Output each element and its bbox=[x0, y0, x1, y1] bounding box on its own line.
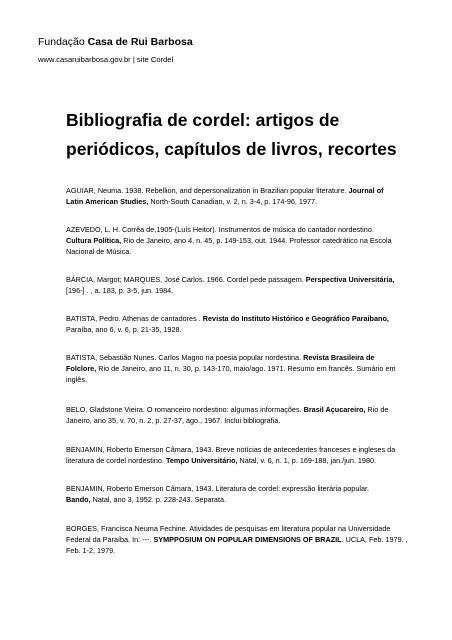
entry-title: Revista do Instituto Histórico e Geográfico Paraibano, bbox=[202, 314, 389, 323]
entry-title: Tempo Universitário, bbox=[165, 456, 238, 465]
site-header bbox=[38, 36, 193, 48]
bibliography-entry bbox=[66, 185, 384, 207]
bibliography-entry bbox=[66, 313, 389, 335]
entry-text: BENJAMIN, Roberto Emerson Câmara, 1943. Literatura de cordel: expressão literária popular. bbox=[66, 484, 370, 493]
bibliography-entry bbox=[66, 523, 416, 556]
org-name: Casa de Rui Barbosa bbox=[87, 36, 193, 48]
entry-text: BATISTA, Pedro. Athenas de cantadores . bbox=[66, 314, 203, 323]
entry-text: Paraíba, ano 6, v. 6, p. 21-35, 1928. bbox=[66, 325, 182, 334]
entry-text: AZEVEDO, L. H. Corrêa de,1905-(Luís Heitor). Instrumentos de música do cantador nordestino. bbox=[66, 225, 374, 234]
bibliography-entry bbox=[66, 224, 416, 257]
entry-text: Natal, v. 6, n. 1, p. 169-188, jan./jun. 1980. bbox=[237, 456, 377, 465]
entry-text: BATISTA, Sebastião Nunes. Carlos Magno na poesia popular nordestina. bbox=[66, 353, 304, 362]
entry-title: Brasil Açucareiro, bbox=[303, 405, 366, 414]
title-line-1: Bibliografia de cordel: artigos de bbox=[66, 110, 340, 130]
entry-title: SYMPPOSIUM ON POPULAR DIMENSIONS OF BRAZIL bbox=[153, 535, 342, 544]
entry-title: Cultura Política, bbox=[66, 236, 122, 245]
site-url[interactable]: www.casaruibarbosa.gov.br | site Cordel bbox=[38, 55, 174, 64]
title-line-2: periódicos, capítulos de livros, recortes bbox=[66, 139, 397, 159]
entry-title: Folclore, bbox=[66, 364, 97, 373]
entry-text: Natal, ano 3, 1952. p. 228-243. Separata. bbox=[90, 495, 227, 504]
entry-title: Bando, bbox=[66, 495, 91, 504]
entry-text: BÁRCIA, Margot; MARQUES, José Carlos. 1966. Cordel pede passagem. bbox=[66, 275, 306, 284]
entry-title: Journal of bbox=[348, 186, 384, 195]
org-prefix: Fundação bbox=[38, 36, 85, 48]
bibliography-entry bbox=[66, 352, 416, 385]
bibliography-entry bbox=[66, 444, 416, 466]
entry-text: Rio de Janeiro, ano 35, v. 70, n. 2, p. 27-37, ago., 1967. Inclui bibliografia. bbox=[66, 405, 389, 425]
entry-text: Rio de Janeiro, ano 4, n. 45, p. 149-153, out. 1944. Professor catedrático na Escola Nacional de Música. bbox=[66, 236, 392, 256]
entry-text: . UCLA, Feb. 1979. , Feb. 1-2, 1979. bbox=[66, 535, 408, 555]
bibliography-entry bbox=[66, 274, 394, 296]
entry-title: Perspectiva Universitária, bbox=[305, 275, 395, 284]
entry-text: BELO, Gladstone Vieira. O romanceiro nordestino: algumas informações. bbox=[66, 405, 304, 414]
page-title bbox=[66, 106, 446, 164]
entry-title: Revista Brasileira de bbox=[303, 353, 375, 362]
bibliography-entry bbox=[66, 404, 416, 426]
entry-text: BORGES, Francisca Neuma Fechine. Atividades de pesquisas em literatura popular na Universidade Federal da Paraíba. In: ---. bbox=[66, 524, 391, 544]
entry-text: North-South Canadian, v. 2, n. 3-4, p. 174-96, 1977. bbox=[148, 197, 318, 206]
entry-text: [196-] . , a. 183, p. 3-5, jun. 1984. bbox=[66, 286, 174, 295]
entry-text: AGUIAR, Neuma. 1938. Rebellion, and depersonalization in Brazilian popular literature. bbox=[66, 186, 349, 195]
entry-title: Latin American Studies, bbox=[66, 197, 149, 206]
bibliography-entry bbox=[66, 483, 369, 505]
entry-text: BENJAMIN, Roberto Emerson Câmara, 1943. Breve notícias de antecedentes franceses e ingleses da literatura de cordel nordestino. bbox=[66, 445, 396, 465]
entry-text: Rio de Janeiro, ano 11, n. 30, p. 143-170, maio/ago. 1971. Resumo em francês. Sumário em inglês. bbox=[66, 364, 396, 384]
